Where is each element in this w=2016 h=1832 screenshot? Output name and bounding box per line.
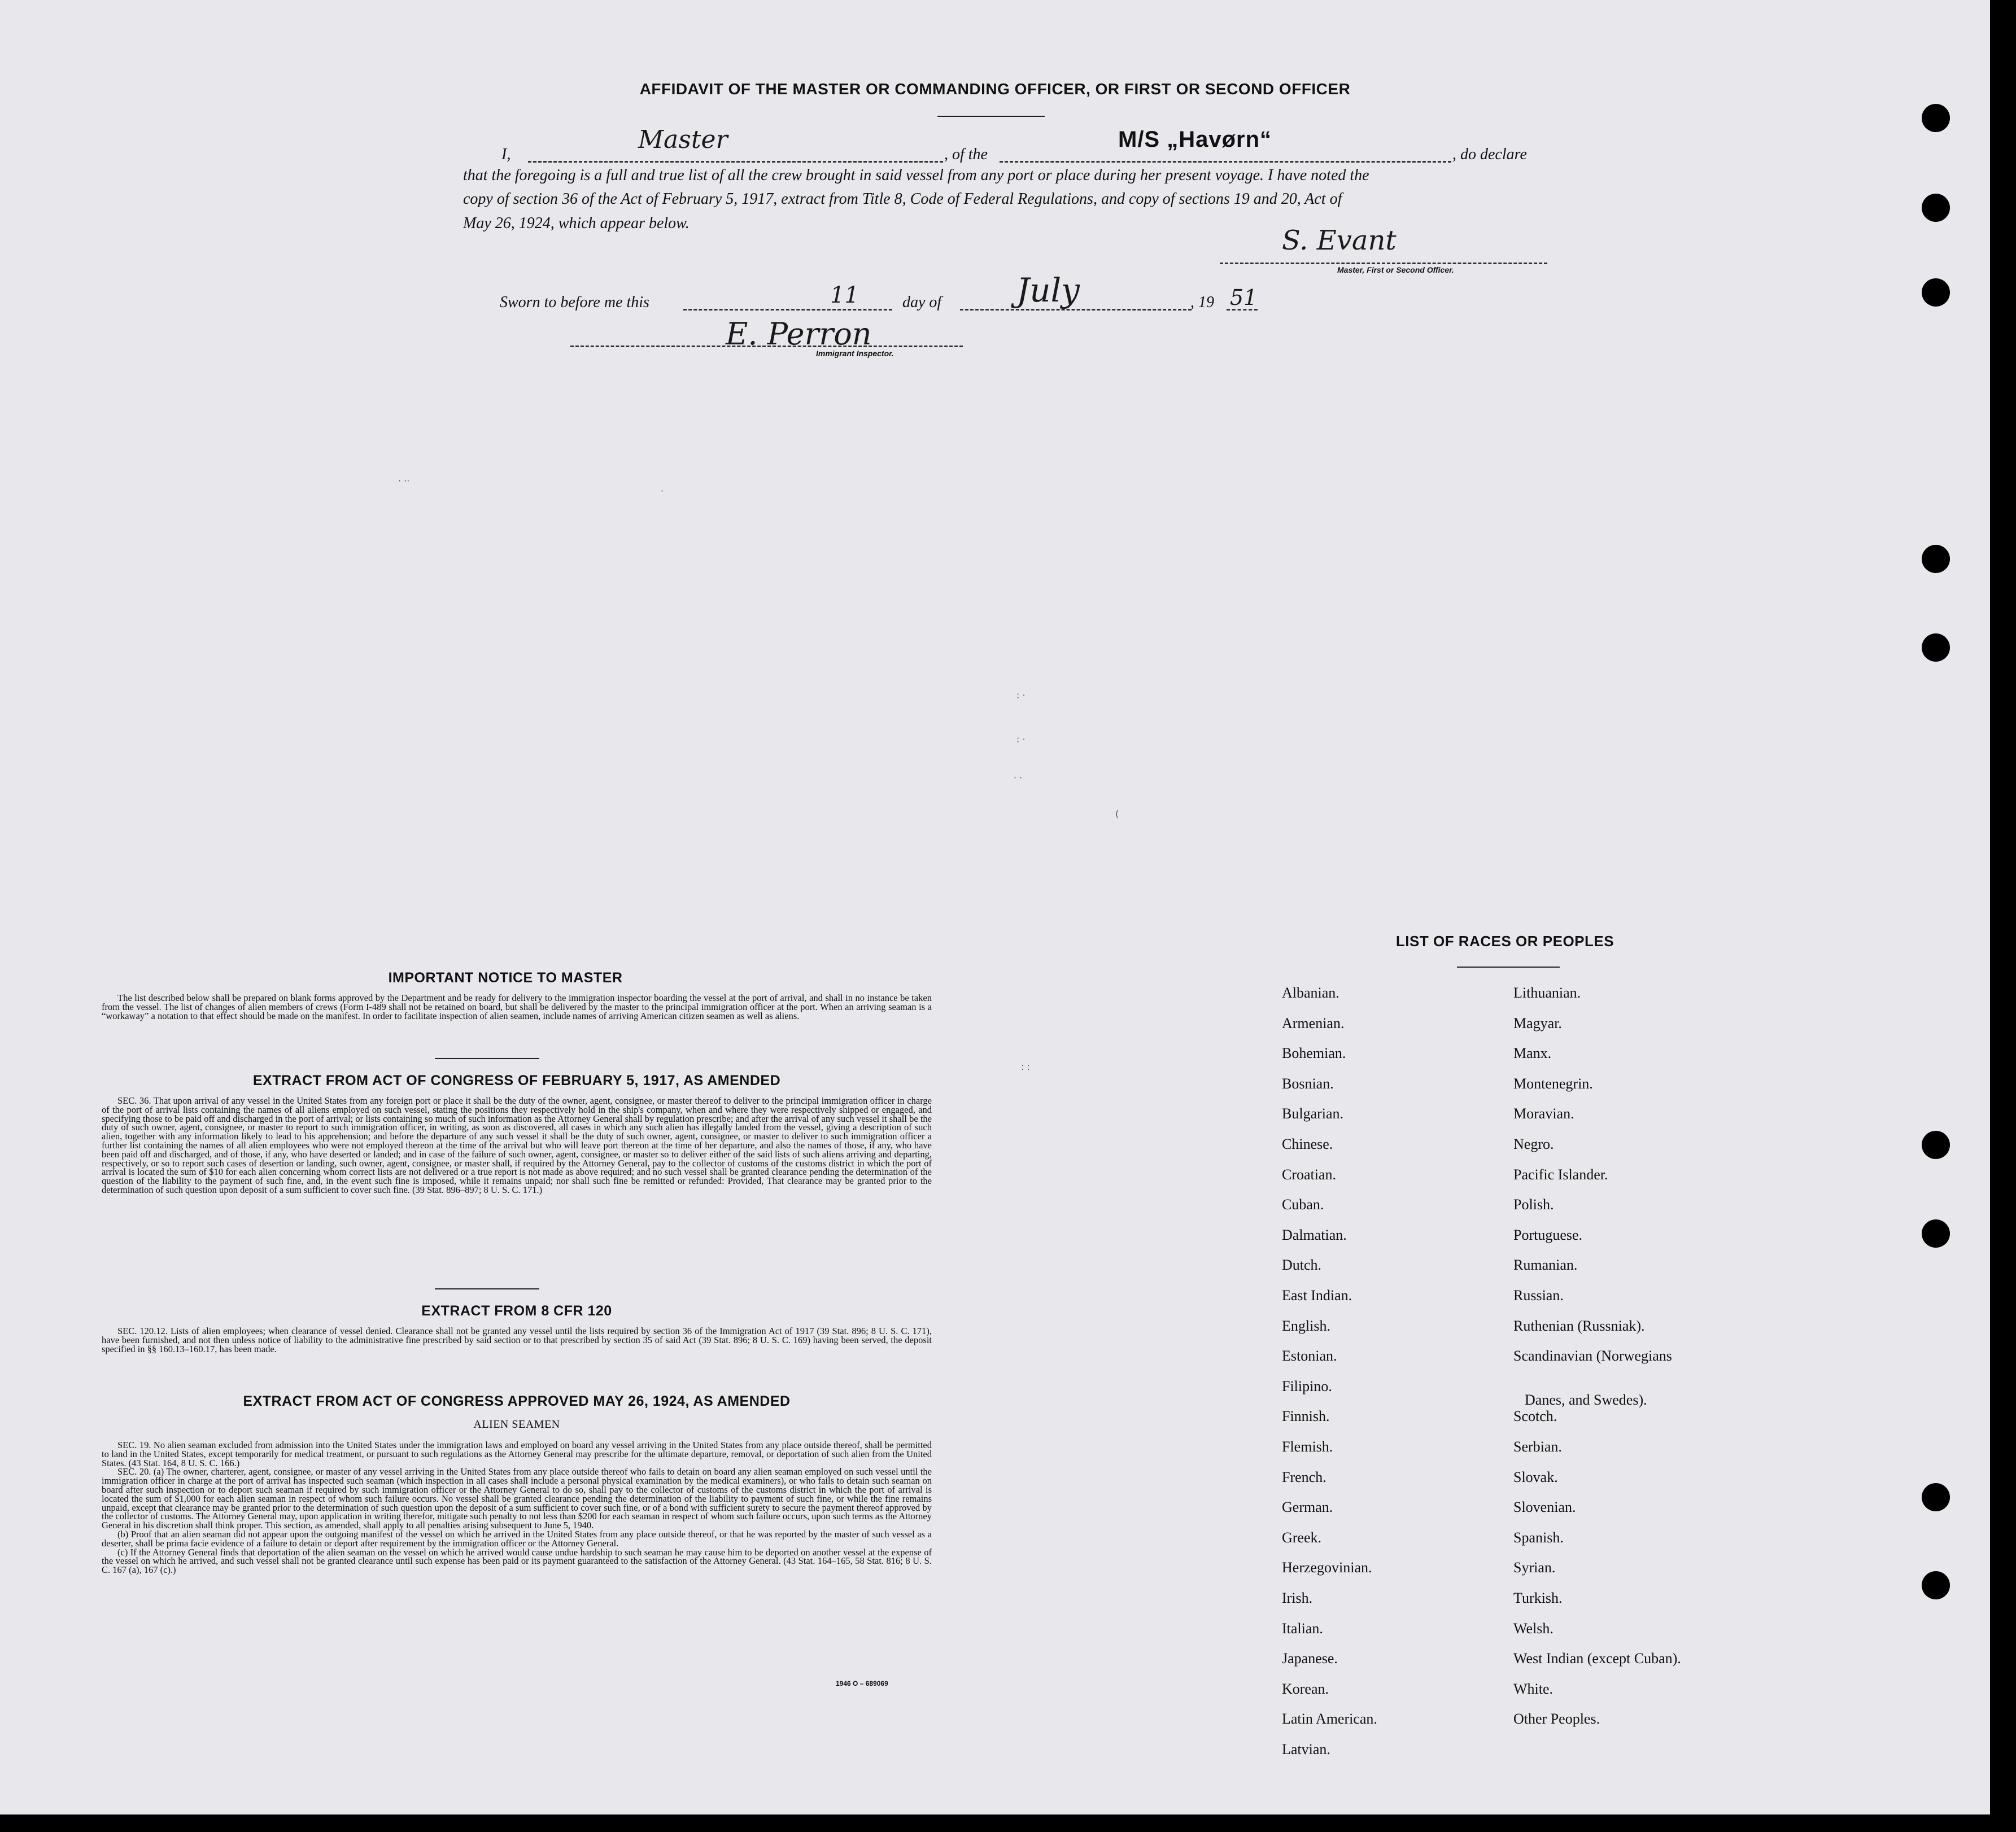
- day-of-label: day of: [902, 294, 942, 311]
- race-item: Italian.: [1282, 1620, 1323, 1637]
- officer-rank-line: [528, 161, 943, 163]
- race-item: Greek.: [1282, 1529, 1322, 1546]
- extract-1924-sec20c: (c) If the Attorney General finds that deportation of the alien seaman on the vessel on which he arrived would cause undue hardship to such seaman he may cause him to be deported on another vessel at the expense of the vessel on which he arrived, and such vessel shall not be granted clearance until such expense has been paid or its payment guaranteed to the satisfaction of the Attorney General. (43 Stat. 164–165, 58 Stat. 816; 8 U. S. C. 167 (a), 167 (c).): [102, 1546, 932, 1576]
- race-item: West Indian (except Cuban).: [1513, 1650, 1681, 1667]
- extract-1924-sec20b: (b) Proof that an alien seaman did not appear upon the outgoing manifest of the vessel on which he arrived in the United States from any place outside thereof, or that he was reported by the master of such vessel as a deserter, shall be prima facie evidence of a failure to detain or deport after requirement by the immigration officer or the Attorney General.: [102, 1528, 932, 1549]
- race-item: Bohemian.: [1282, 1045, 1346, 1062]
- affidavit-body-line-3: May 26, 1924, which appear below.: [463, 215, 690, 232]
- punch-hole: [1922, 278, 1950, 307]
- race-item: Moravian.: [1513, 1105, 1574, 1122]
- race-item: East Indian.: [1282, 1287, 1352, 1304]
- race-item: Spanish.: [1513, 1529, 1564, 1546]
- extract-cfr-paragraph: SEC. 120.12. Lists of alien employees; when clearance of vessel denied. Clearance shall not be granted any vessel until the lists required by section 36 of the Immigration Act of 1917 (39 Stat. 896; 8 U. S. C. 171), have been furnished, and not then unless notice of liability to the administrative fine prescribed by said section or to that prescribed by section 35 of said Act (39 Stat. 896; 8 U. S. C. 169) having been served, the deposit specified in §§ 160.13–160.17, has been made.: [102, 1326, 932, 1354]
- title-underline: [937, 116, 1045, 117]
- race-item: Portuguese.: [1513, 1226, 1583, 1243]
- race-item: Slovenian.: [1513, 1499, 1576, 1516]
- officer-signature-line: [1220, 263, 1547, 264]
- race-item: Lithuanian.: [1513, 985, 1581, 1001]
- extract-1924-subtitle: ALIEN SEAMEN: [473, 1418, 560, 1431]
- sworn-label: Sworn to before me this: [500, 294, 649, 311]
- race-item: Bulgarian.: [1282, 1105, 1344, 1122]
- races-divider: [1457, 967, 1560, 968]
- extract-1924-title: EXTRACT FROM ACT OF CONGRESS APPROVED MAY 26, 1924, AS AMENDED: [243, 1393, 791, 1409]
- inspector-signature: E. Perron: [726, 316, 872, 352]
- inspector-signature-line: [570, 346, 963, 347]
- race-item: Syrian.: [1513, 1559, 1556, 1576]
- extract-1924-sec20a: SEC. 20. (a) The owner, charterer, agent, consignee, or master of any vessel arriving in the United States from any place outside thereof who fails to detain on board any alien seaman employed on such vessel until the immigration officer in charge at the port of arrival has inspected such seaman (which inspection in all cases shall include a personal physical examination by the medical examiners), or who fails to detain such seaman on board after such inspection or to deport such seaman if required by such immigration officer or the Attorney General to do so, shall pay to the collector of customs of the customs district in which the port of arrival is located the sum of $1,000 for each alien seaman in respect of whom such failure occurs. No vessel shall be granted clearance pending the determination of the liability to payment of such fine, or while the fine remains unpaid, except that clearance may be granted prior to the determination of such question upon the deposit of a sum sufficient to cover such fine, or of a bond with sufficient surety to secure the payment thereof approved by the collector of customs. The Attorney General may, upon application in writing therefor, mitigate such penalty to not less than $200 for each seaman in respect of whom such failure occurs, upon such terms as the Attorney General in his discretion shall think proper. This section, as amended, shall apply to all penalties arising subsequent to June 5, 1940.: [102, 1466, 932, 1531]
- scan-speck: (: [1115, 808, 1119, 819]
- of-the-label: , of the: [944, 146, 988, 163]
- race-item: French.: [1282, 1468, 1326, 1485]
- scan-speck: ·: [661, 486, 664, 496]
- officer-caption: Master, First or Second Officer.: [1337, 265, 1454, 274]
- race-item: Korean.: [1282, 1680, 1329, 1697]
- race-item: Albanian.: [1282, 985, 1339, 1001]
- affidavit-title: AFFIDAVIT OF THE MASTER OR COMMANDING OFFICER, OR FIRST OR SECOND OFFICER: [639, 80, 1351, 98]
- pronoun-label: I,: [501, 146, 511, 163]
- race-item: English.: [1282, 1317, 1330, 1334]
- race-item: Filipino.: [1282, 1378, 1332, 1394]
- scan-speck: · ·: [1014, 772, 1023, 783]
- race-item: Russian.: [1513, 1287, 1564, 1304]
- affidavit-body-line-2: copy of section 36 of the Act of February 5, 1917, extract from Title 8, Code of Federal Regulations, and copy of sections 19 and 20, Act of: [463, 190, 1342, 208]
- extract-1917-body: [102, 1096, 932, 1195]
- race-item: White.: [1513, 1680, 1554, 1697]
- punch-hole: [1922, 1131, 1950, 1159]
- race-item: Montenegrin.: [1513, 1075, 1593, 1092]
- print-code: 1946 O – 689069: [836, 1680, 888, 1687]
- races-title: LIST OF RACES OR PEOPLES: [1395, 933, 1614, 950]
- race-item: Serbian.: [1513, 1439, 1562, 1455]
- race-item: Cuban.: [1282, 1196, 1324, 1213]
- scan-speck: · ··: [398, 475, 410, 486]
- race-item: Latin American.: [1282, 1711, 1377, 1728]
- notice-divider: [435, 1058, 539, 1059]
- race-item: Chinese.: [1282, 1136, 1333, 1152]
- race-item: Estonian.: [1282, 1348, 1337, 1365]
- punch-hole: [1922, 633, 1950, 662]
- race-item: Pacific Islander.: [1513, 1166, 1608, 1183]
- affidavit-body-line-1: that the foregoing is a full and true list of all the crew brought in said vessel from any port or place during her present voyage. I have noted the: [463, 167, 1369, 184]
- scan-speck: : ·: [1016, 690, 1026, 701]
- race-item: Turkish.: [1513, 1590, 1563, 1606]
- officer-rank-handwriting: Master: [638, 125, 728, 154]
- sworn-day-handwriting: 11: [830, 282, 859, 308]
- race-item: Magyar.: [1513, 1015, 1562, 1031]
- punch-hole: [1922, 194, 1950, 222]
- punch-hole: [1922, 1483, 1950, 1511]
- race-item: Scotch.: [1513, 1408, 1557, 1425]
- extract-1917-paragraph: SEC. 36. That upon arrival of any vessel in the United States from any foreign port or place it shall be the duty of the owner, agent, consignee, or master thereof to deliver to the principal immigration officer in charge of the port of arrival lists containing the names of all aliens employed on such vessel, stating the positions they respectively hold in the ship's company, when and where they were respectively shipped or engaged, and specifying those to be paid off and discharged in the port of arrival; or lists containing so much of such information as the Attorney General shall by regulation prescribe; and after the arrival of any such vessel it shall be the duty of such owner, agent, consignee, or master to report to such immigration officer, in writing, as soon as discovered, all cases in which any such alien has illegally landed from the vessel, giving a description of such alien, together with any information likely to lead to his apprehension; and before the departure of any such vessel it shall be the duty of such owner, agent, consignee, or master to deliver to such immigration officer a further list containing the names of all alien employees who were not employed thereon at the time of the arrival but who will leave port thereon at the time of her departure, and also the names of those, if any, who have been paid off and discharged, and of those, if any, who have deserted or landed; and in case of the failure of such owner, agent, consignee, or master so to deliver either of the said lists of such aliens arriving and departing, respectively, or so to report such cases of desertion or landing, such owner, agent, consignee, or master shall, if required by the Attorney General, pay to the collector of customs of the customs district in which the port of arrival is located the sum of $10 for each alien concerning whom correct lists are not delivered or a true report is not made as above required; and no such vessel shall be granted clearance pending the determination of the question of the liability to the payment of such fine, and, in the event such fine is imposed, while it remains unpaid; nor shall such fine be remitted or refunded: Provided, That clearance may be granted prior to the determination of such question upon deposit of a sum sufficient to cover such fine. (39 Stat. 896–897; 8 U. S. C. 171.): [102, 1095, 932, 1195]
- notice-paragraph: The list described below shall be prepared on blank forms approved by the Department and be ready for delivery to the immigration inspector boarding the vessel at the port of arrival, and shall in no instance be taken from the vessel. The list of changes of alien members of crews (Form I-489 shall not be retained on board, but shall be delivered by the master to the principal immigration officer at the port. When an arriving seaman is a “workaway” a notation to that effect should be made on the manifest. In order to facilitate inspection of alien seamen, include names of arriving American citizen seamen as well as aliens.: [102, 992, 932, 1021]
- race-item: Negro.: [1513, 1136, 1554, 1152]
- race-item: Rumanian.: [1513, 1257, 1578, 1274]
- race-item: Armenian.: [1282, 1015, 1345, 1031]
- race-item: Dutch.: [1282, 1257, 1322, 1274]
- scan-speck: : ·: [1016, 734, 1026, 745]
- race-item: Manx.: [1513, 1045, 1552, 1062]
- inspector-caption: Immigrant Inspector.: [816, 349, 894, 358]
- year-handwriting: 51: [1230, 285, 1258, 310]
- race-item: Danes, and Swedes).: [1525, 1391, 1647, 1408]
- race-item: Finnish.: [1282, 1408, 1330, 1425]
- extract-cfr-body: [102, 1327, 932, 1353]
- extract-1917-divider: [435, 1288, 539, 1289]
- race-item: Irish.: [1282, 1590, 1313, 1606]
- sworn-month-handwriting: July: [1016, 271, 1080, 309]
- race-item: Croatian.: [1282, 1166, 1337, 1183]
- extract-1924-sec19: SEC. 19. No alien seaman excluded from admission into the United States under the immigration laws and employed on board any vessel arriving in the United States from any place outside thereof, shall be permitted to land in the United States, except temporarily for medical treatment, or pursuant to such regulations as the Attorney General may prescribe for the ultimate departure, removal, or deportation of such alien from the United States. (43 Stat. 164, 8 U. S. C. 166.): [102, 1440, 932, 1468]
- year-prefix-label: , 19: [1190, 294, 1214, 311]
- race-item: Polish.: [1513, 1196, 1554, 1213]
- extract-1917-title: EXTRACT FROM ACT OF CONGRESS OF FEBRUARY 5, 1917, AS AMENDED: [252, 1073, 781, 1088]
- race-item: Bosnian.: [1282, 1075, 1334, 1092]
- race-item: Flemish.: [1282, 1439, 1333, 1455]
- officer-signature: S. Evant: [1282, 225, 1397, 256]
- vessel-name-stamp: M/S „Havørn“: [1118, 127, 1272, 152]
- race-item: Ruthenian (Russniak).: [1513, 1317, 1645, 1334]
- extract-cfr-title: EXTRACT FROM 8 CFR 120: [421, 1303, 612, 1319]
- race-item: Scandinavian (Norwegians: [1513, 1348, 1672, 1365]
- race-item: Slovak.: [1513, 1468, 1558, 1485]
- race-item: Dalmatian.: [1282, 1226, 1347, 1243]
- notice-body: [102, 994, 932, 1020]
- punch-hole: [1922, 1219, 1950, 1248]
- race-item: German.: [1282, 1499, 1333, 1516]
- race-item: Japanese.: [1282, 1650, 1338, 1667]
- notice-title: IMPORTANT NOTICE TO MASTER: [388, 970, 623, 986]
- punch-hole: [1922, 545, 1950, 573]
- punch-hole: [1922, 104, 1950, 132]
- sworn-day-line: [683, 309, 892, 311]
- do-declare-label: , do declare: [1452, 146, 1527, 163]
- scan-speck: : :: [1021, 1061, 1030, 1072]
- race-item: Latvian.: [1282, 1741, 1330, 1757]
- vessel-name-line: [1000, 161, 1451, 163]
- race-item: Herzegovinian.: [1282, 1559, 1372, 1576]
- race-item: Welsh.: [1513, 1620, 1554, 1637]
- race-item: Other Peoples.: [1513, 1711, 1600, 1728]
- extract-1924-body: [102, 1441, 932, 1575]
- punch-hole: [1922, 1571, 1950, 1599]
